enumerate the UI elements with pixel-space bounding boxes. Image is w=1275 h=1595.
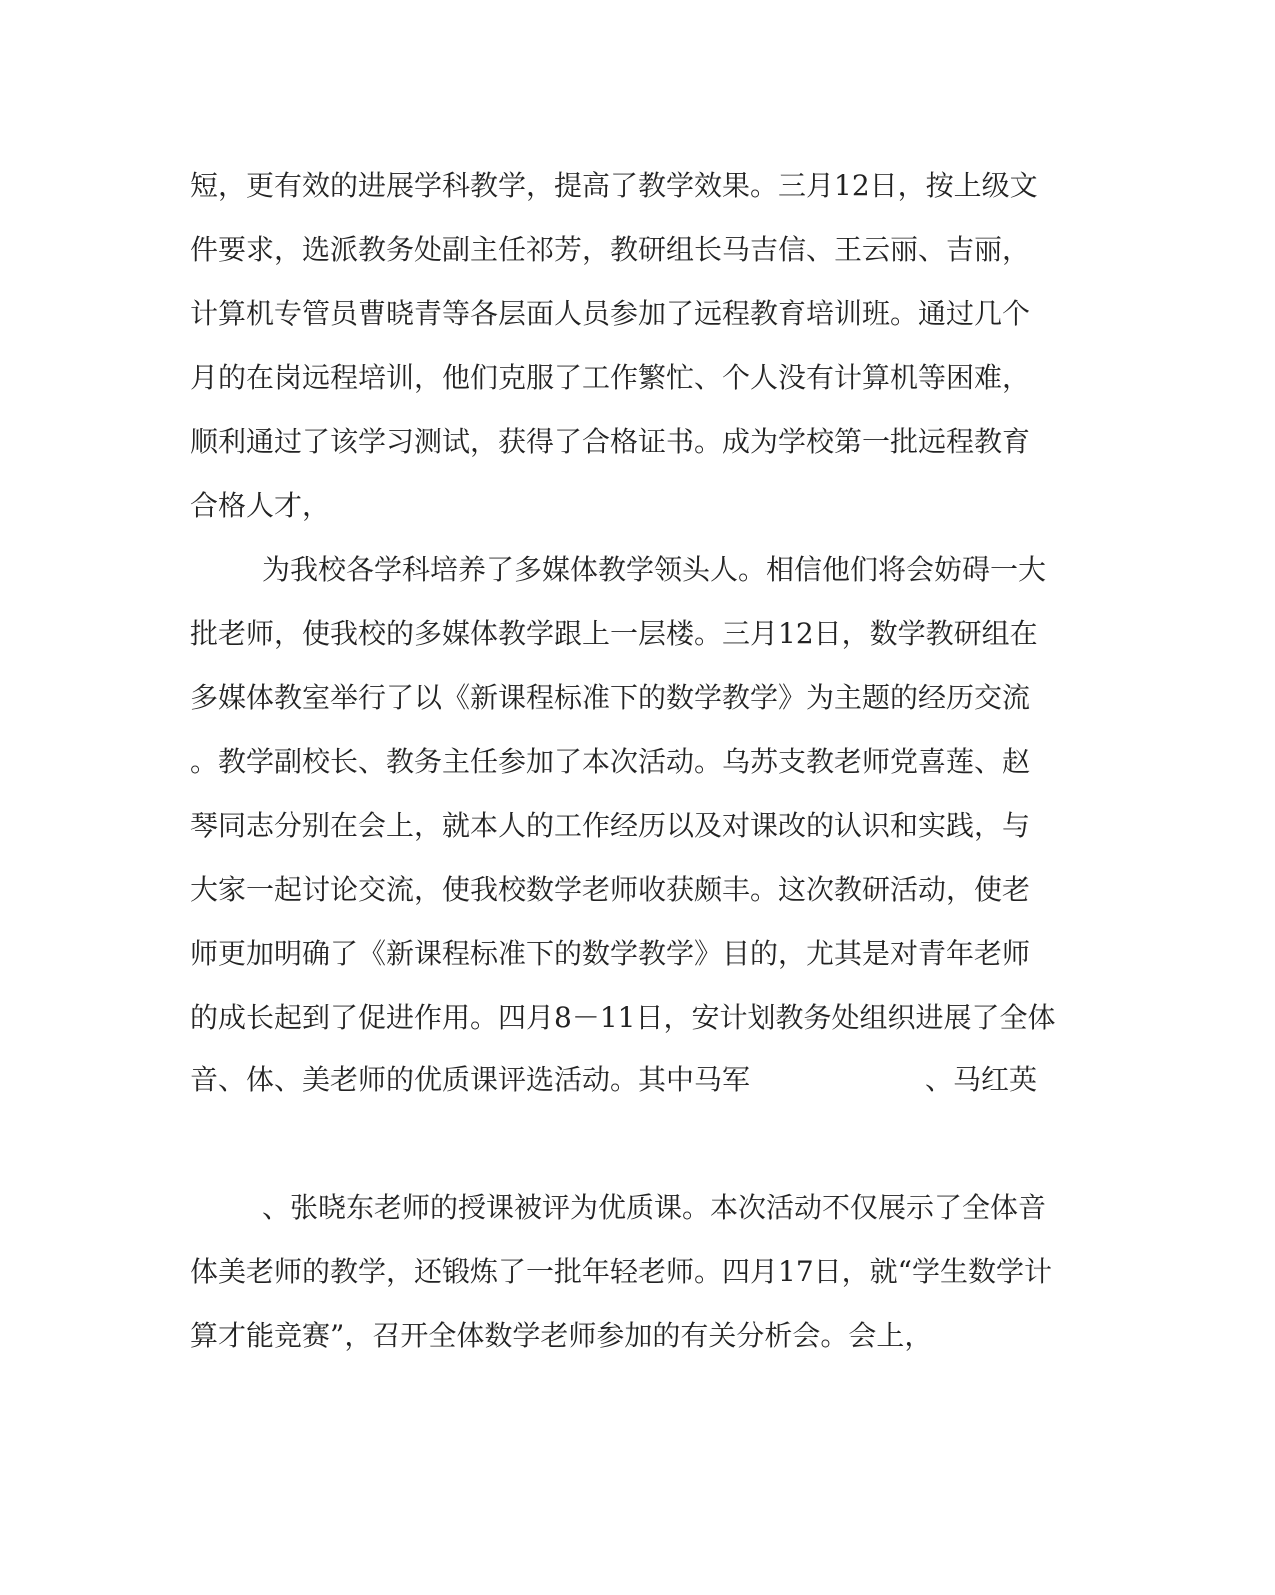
text-line: 的成长起到了促进作用。四月8－11日，安计划教务处组织进展了全体 [190, 1001, 1056, 1034]
text-line: 多媒体教室举行了以《新课程标准下的数学教学》为主题的经历交流 [190, 681, 1031, 714]
text-line: 算才能竞赛”，召开全体数学老师参加的有关分析会。会上， [190, 1319, 933, 1352]
text-line: 月的在岗远程培训，他们克服了工作繁忙、个人没有计算机等困难， [190, 361, 1031, 394]
text-line: 顺利通过了该学习测试，获得了合格证书。成为学校第一批远程教育 [190, 425, 1031, 458]
text-line: 。教学副校长、教务主任参加了本次活动。乌苏支教老师党喜莲、赵 [190, 745, 1031, 778]
text-line: 短，更有效的进展学科教学，提高了教学效果。三月12日，按上级文 [190, 169, 1038, 202]
text-line: 、张晓东老师的授课被评为优质课。本次活动不仅展示了全体音 [262, 1191, 1047, 1224]
text-line: 琴同志分别在会上，就本人的工作经历以及对课改的认识和实践，与 [190, 809, 1031, 842]
text-line: 师更加明确了《新课程标准下的数学教学》目的，尤其是对青年老师 [190, 937, 1031, 970]
text-line-fragment: 、马红英 [925, 1063, 1038, 1096]
text-line: 为我校各学科培养了多媒体教学领头人。相信他们将会妨碍一大 [262, 553, 1047, 586]
text-line: 大家一起讨论交流，使我校数学老师收获颇丰。这次教研活动，使老 [190, 873, 1031, 906]
text-line: 合格人才， [190, 489, 331, 522]
text-line: 体美老师的教学，还锻炼了一批年轻老师。四月17日，就“学生数学计 [190, 1255, 1052, 1288]
text-line: 计算机专管员曹晓青等各层面人员参加了远程教育培训班。通过几个 [190, 297, 1031, 330]
text-line: 音、体、美老师的优质课评选活动。其中马军 [190, 1063, 751, 1096]
text-line: 批老师，使我校的多媒体教学跟上一层楼。三月12日，数学教研组在 [190, 617, 1038, 650]
text-line: 件要求，选派教务处副主任祁芳，教研组长马吉信、王云丽、吉丽， [190, 233, 1031, 266]
